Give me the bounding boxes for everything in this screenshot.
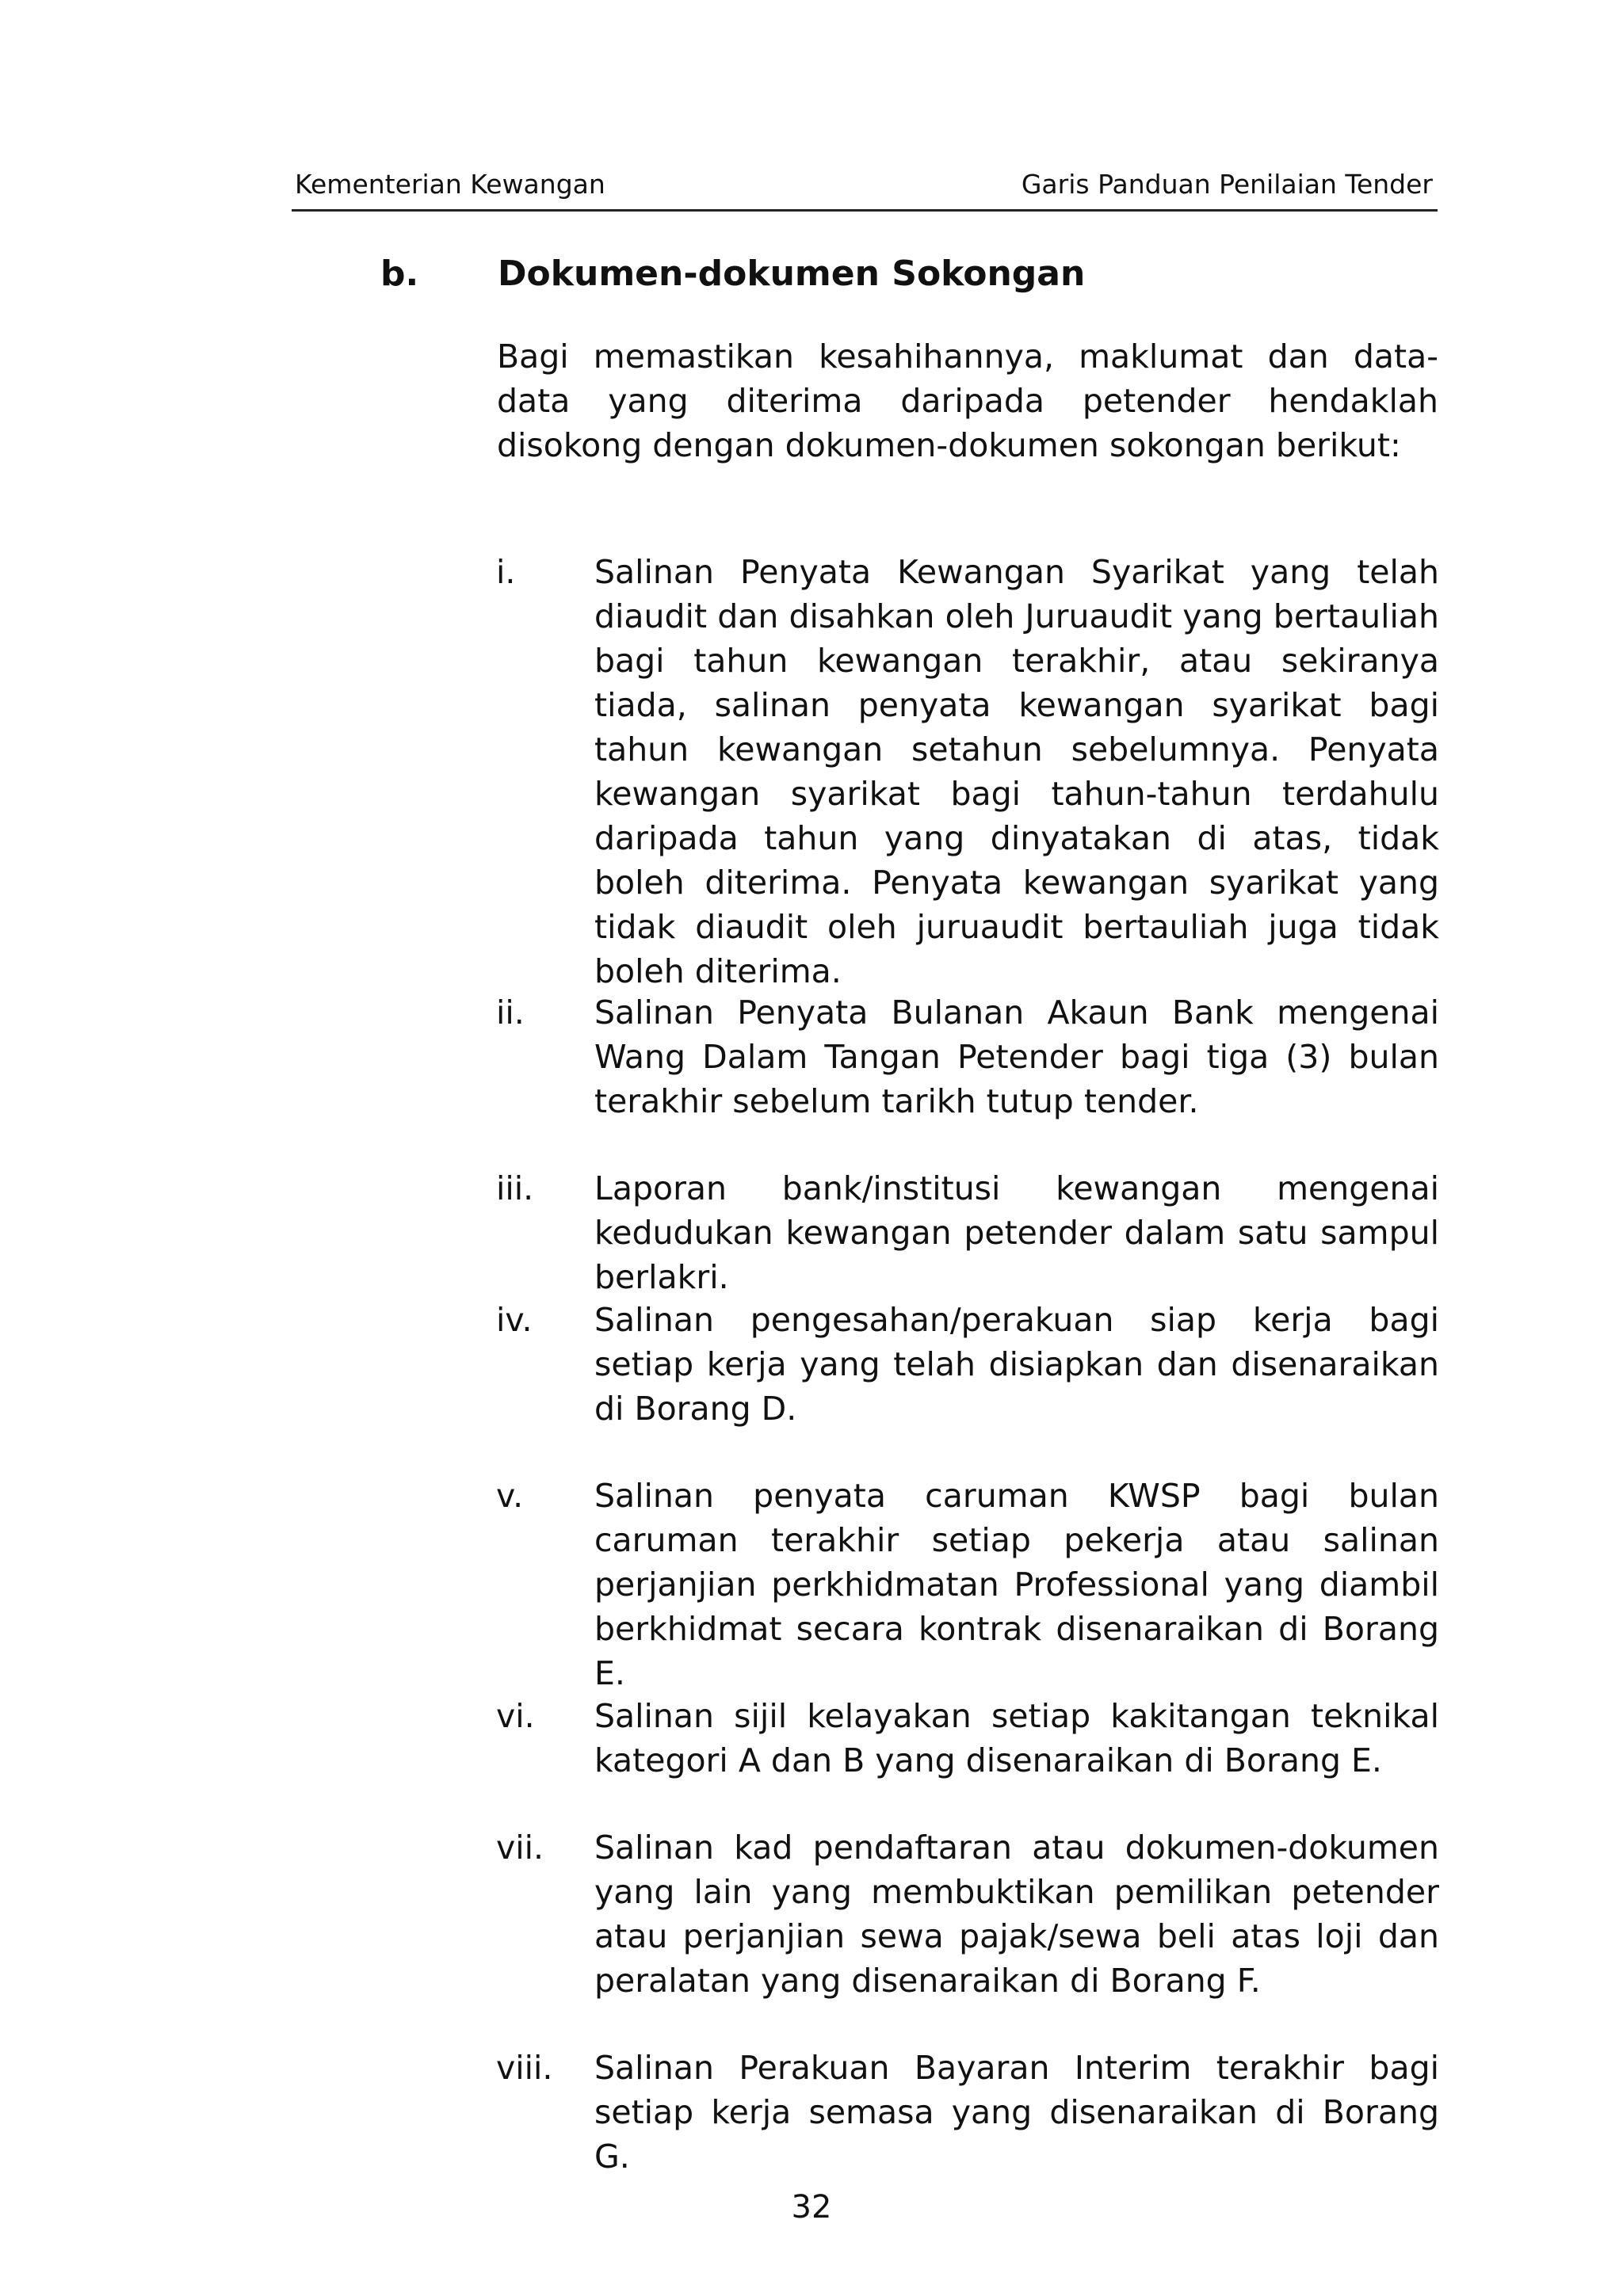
- list-item-number: iv.: [496, 1301, 533, 1339]
- list-item-number: vii.: [496, 1829, 544, 1867]
- list-item-text: Salinan Penyata Kewangan Syarikat yang telah diaudit dan disahkan oleh Juruaudit yang bertauliah bagi tahun kewangan terakhir, atau sekiranya tiada, salinan penyata kewangan syarikat bagi tahun kewangan setahun sebelumnya. Penyata kewangan syarikat bagi tahun-tahun terdahulu daripada tahun yang dinyatakan di atas, tidak boleh diterima. Penyata kewangan syarikat yang tidak diaudit oleh juruaudit bertauliah juga tidak boleh diterima.: [594, 553, 1439, 990]
- list-item-number: v.: [496, 1477, 524, 1515]
- list-item-text: Salinan sijil kelayakan setiap kakitangan teknikal kategori A dan B yang disenaraikan di Borang E.: [594, 1697, 1439, 1779]
- page-header: [292, 165, 1438, 212]
- page-number: 32: [791, 2189, 832, 2225]
- list-item-text: Laporan bank/institusi kewangan mengenai kedudukan kewangan petender dalam satu sampul berlakri.: [594, 1169, 1439, 1296]
- list-item-number: viii.: [496, 2049, 553, 2087]
- list-item-text: Salinan Perakuan Bayaran Interim terakhir bagi setiap kerja semasa yang disenaraikan di Borang G.: [594, 2049, 1439, 2176]
- header-document-title: Garis Panduan Penilaian Tender: [1021, 169, 1433, 200]
- section-letter: b.: [380, 254, 419, 294]
- section-title: Dokumen-dokumen Sokongan: [498, 254, 1086, 294]
- list-item-number: vi.: [496, 1697, 535, 1735]
- header-ministry: Kementerian Kewangan: [295, 169, 605, 200]
- list-item-number: ii.: [496, 994, 525, 1032]
- list-item-text: Salinan kad pendaftaran atau dokumen-dokumen yang lain yang membuktikan pemilikan petender atau perjanjian sewa pajak/sewa beli atas loji dan peralatan yang disenaraikan di Borang F.: [594, 1829, 1439, 2000]
- list-item-number: iii.: [496, 1169, 534, 1207]
- list-item-number: i.: [496, 553, 516, 591]
- list-item-text: Salinan penyata caruman KWSP bagi bulan caruman terakhir setiap pekerja atau salinan perjanjian perkhidmatan Professional yang diambil berkhidmat secara kontrak disenaraikan di Borang E.: [594, 1477, 1439, 1692]
- list-item-text: Salinan Penyata Bulanan Akaun Bank mengenai Wang Dalam Tangan Petender bagi tiga (3) bulan terakhir sebelum tarikh tutup tender.: [594, 994, 1439, 1120]
- intro-paragraph: Bagi memastikan kesahihannya, maklumat dan data-data yang diterima daripada petender hendaklah disokong dengan dokumen-dokumen sokongan berikut:: [497, 338, 1438, 464]
- list-item-text: Salinan pengesahan/perakuan siap kerja bagi setiap kerja yang telah disiapkan dan disenaraikan di Borang D.: [594, 1301, 1439, 1428]
